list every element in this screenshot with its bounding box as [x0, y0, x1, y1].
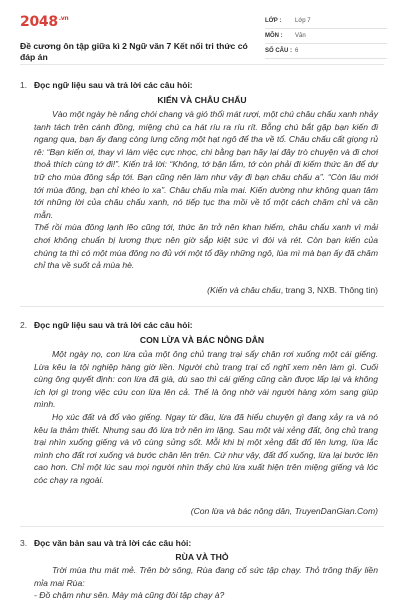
question-heading: Đọc ngữ liệu sau và trả lời các câu hỏi: — [34, 80, 193, 90]
header-divider — [20, 64, 384, 65]
meta-key: LỚP : — [265, 18, 282, 24]
page-header — [20, 12, 384, 62]
passage-paragraph: Vào một ngày hè nắng chói chang và gió thổi mát rượi, một chú châu chấu xanh nhảy tanh tách trên cánh đồng, miệng chú ca hát ríu ra ríu rít. Bỗng chú bắt gặp bạn kiến đi ngang qua, bạn ấy đang còng lưng cõng một hạt ngô để tha về tổ. Châu chấu cất giọng rủ rê: “Bạn kiến ơi, thay vì làm việc cực nhọc, chi bằng bạn hãy lại đây trò chuyện và đi chơi thoả thích cùng tớ đi!”. Kiến trả lời: “Không, tớ bận lắm, tớ còn phải đi kiếm thức ăn để dự trữ cho mùa đông sắp tới. Bạn cũng nên làm như vậy đi bạn châu chấu a”. “Còn lâu mới tới mùa đông, bạn chỉ khéo lo xa”. Châu chấu mỉa mai. Kiến dường như không quan tâm tới những lời của châu chấu xanh, nó tiếp tục tha mồi về tổ một cách chăm chỉ và cần mẫn. — [34, 109, 378, 220]
passage-body — [34, 348, 378, 487]
site-logo[interactable]: $2048^{.vn}$ — [20, 14, 69, 30]
meta-row-count — [265, 44, 387, 59]
passage-source: (Con lừa và bác nông dân, TruyenDanGian.Com) — [190, 506, 378, 516]
meta-value: Văn — [295, 33, 306, 39]
question-number: 1. — [20, 80, 28, 90]
passage-paragraph: Một ngày nọ, con lừa của một ông chủ trang trại sẩy chân rơi xuống một cái giếng. Lừa kêu la tội nghiệp hàng giờ liền. Người chủ trang trại cố nghĩ xem nên làm gì. Cuối cùng ông quyết định: con lừa đã già, dù sao thì cái giếng cũng cần được lấp lại và không ích lợi gì trong việc cứu con lừa lên cả. Thế là ông nhờ vài người hàng xóm sang giúp mình. — [34, 349, 378, 410]
passage-paragraph: Họ xúc đất và đổ vào giếng. Ngay từ đầu, lừa đã hiểu chuyện gì đang xảy ra và nó kêu la thảm thiết. Nhưng sau đó lừa trở nên im lặng. Sau một vài xẻng đất, ông chủ trang trại nhìn xuống giếng và vô cùng sửng sốt. Mỗi khi bị một xẻng đất đổ lên lưng, lừa lắc mình cho đất rơi xuống và bước chân lên trên. Cứ như vậy, đất đổ xuống, lừa lại bước lên cao hơn. Chỉ một lúc sau mọi người nhìn thấy chú lừa xuất hiện trên miệng giếng và lóc cóc chạy ra ngoài. — [34, 411, 378, 485]
meta-key: MÔN : — [265, 33, 283, 39]
section-divider — [20, 526, 384, 527]
meta-row-class — [265, 14, 387, 29]
question-heading: Đọc văn bản sau và trả lời các câu hỏi: — [34, 538, 192, 548]
section-divider — [20, 306, 384, 307]
passage-body — [34, 108, 378, 272]
meta-value: Lớp 7 — [295, 18, 311, 24]
meta-table — [265, 14, 387, 59]
passage-body — [34, 564, 378, 600]
question-number: 2. — [20, 320, 28, 330]
passage-title: CON LỪA VÀ BÁC NÔNG DÂN — [139, 335, 265, 345]
meta-key: SỐ CÂU : — [265, 48, 292, 54]
meta-row-subject — [265, 29, 387, 44]
passage-source: (Kiến và châu chấu, trang 3, NXB. Thông tin) — [207, 285, 378, 295]
passage-paragraph: Trời mùa thu mát mẻ. Trên bờ sông, Rùa đang cố sức tập chạy. Thỏ trông thấy liền mỉa mai Rùa: — [34, 565, 378, 588]
passage-paragraph: Thế rồi mùa đông lạnh lẽo cũng tới, thức ăn trở nên khan hiếm, châu chấu xanh vì mải chơi không chuẩn bị lương thực nên giờ sắp kiệt sức vì đói và rét. Còn bạn kiến của chúng ta thì có một mùa đông no đủ với một tổ đầy những ngô, lúa mì mà bạn ấy đã chăm chỉ tha về suốt cả mùa hè. — [34, 222, 378, 271]
passage-paragraph: - Đồ chậm như sên. Mày mà cũng đòi tập chạy à? — [34, 590, 225, 600]
passage-title: RÙA VÀ THỎ — [175, 552, 229, 562]
document-title: Đề cương ôn tập giữa kì 2 Ngữ văn 7 Kết nối tri thức có đáp án — [20, 41, 248, 62]
question-number: 3. — [20, 538, 28, 548]
passage-title: KIẾN VÀ CHÂU CHẤU — [157, 95, 247, 105]
question-heading: Đọc ngữ liệu sau và trả lời các câu hỏi: — [34, 320, 193, 330]
meta-value: 6 — [295, 48, 299, 54]
